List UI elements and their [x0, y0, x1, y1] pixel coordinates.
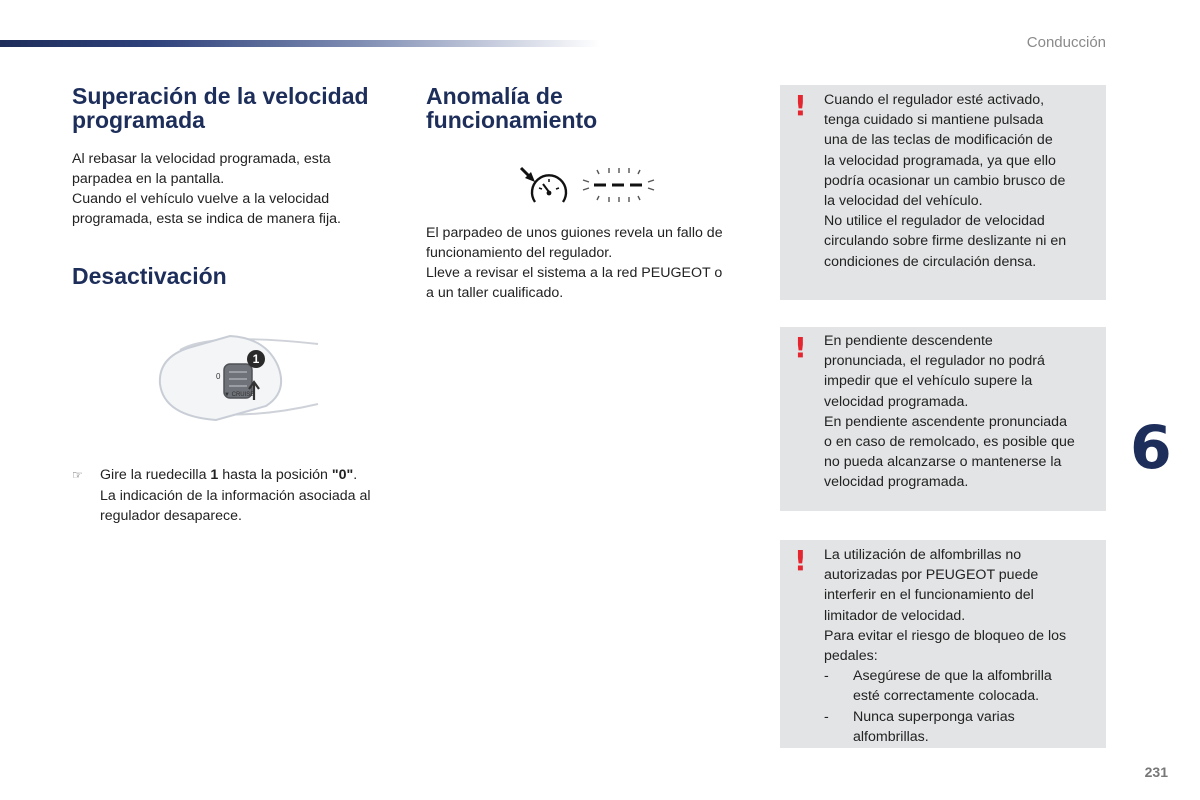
warning-box-floor-mats [780, 540, 1106, 748]
deactivation-step [72, 465, 402, 527]
warning-exclamation-icon: ! [794, 89, 807, 122]
warning-text: La utilización de alfombrillas no autorizadas por PEUGEOT puede interferir en el funcionamiento del limitador de velocidad. Para evitar el riesgo de bloqueo de los pedales: - Asegúrese de que la alfombrilla esté correctamente colocada. - Nunca superponga varias alfombrillas. [824, 545, 1100, 747]
malfunction-display-illustration [515, 162, 665, 212]
warning-box-slopes [780, 327, 1106, 511]
warning-box-active-regulator [780, 85, 1106, 300]
section-title: Conducción [1026, 34, 1106, 51]
heading-malfunction: Anomalía de funcionamiento [426, 83, 598, 133]
warning-text: En pendiente descendente pronunciada, el regulador no podrá impedir que el vehículo supere la velocidad programada. En pendiente ascendente pronunciada o en caso de remolcado, es posible que no pueda alcanzarse o mantenerse la velocidad programada. [824, 333, 1075, 491]
list-item: - Nunca superponga varias [824, 708, 1015, 725]
step-line-3: regulador desaparece. [100, 508, 242, 524]
heading-deactivation: Desactivación [72, 263, 227, 289]
header-accent-bar [0, 40, 600, 47]
cruise-label: ▼ CRUISE [224, 392, 255, 398]
heading-speed-exceeded: Superación de la velocidad programada [72, 83, 369, 133]
list-item: - Asegúrese de que la alfombrilla [824, 668, 1052, 685]
warning-text: Cuando el regulador esté activado, tenga cuidado si mantiene pulsada una de las teclas de modificación de la velocidad programada, ya que ello podría ocasionar un cambio brusco de la velocidad del vehículo. No utilice el regulador de velocidad circulando sobre firme deslizante ni en condiciones de circulación densa. [824, 92, 1067, 270]
steering-stalk-illustration [150, 328, 330, 424]
button-1-callout: 1 [247, 350, 265, 368]
warning-exclamation-icon: ! [794, 331, 807, 364]
malfunction-text: El parpadeo de unos guiones revela un fallo de funcionamiento del regulador. Lleve a revisar el sistema a la red PEUGEOT o a un taller cualificado. [426, 225, 723, 301]
page-number: 231 [1144, 764, 1168, 780]
zero-position-mark: 0 [216, 372, 221, 381]
step-line-2: La indicación de la información asociada al [100, 487, 371, 504]
speed-exceeded-text: Al rebasar la velocidad programada, esta parpadea en la pantalla. Cuando el vehículo vuelve a la velocidad programada, esta se indica de manera fija. [72, 151, 341, 227]
step-line-1: Gire la ruedecilla 1 hasta la posición "0". [100, 467, 358, 483]
warning-exclamation-icon: ! [794, 544, 807, 577]
pointing-hand-icon: ☞ [72, 468, 83, 482]
chapter-number: 6 [1130, 413, 1172, 483]
